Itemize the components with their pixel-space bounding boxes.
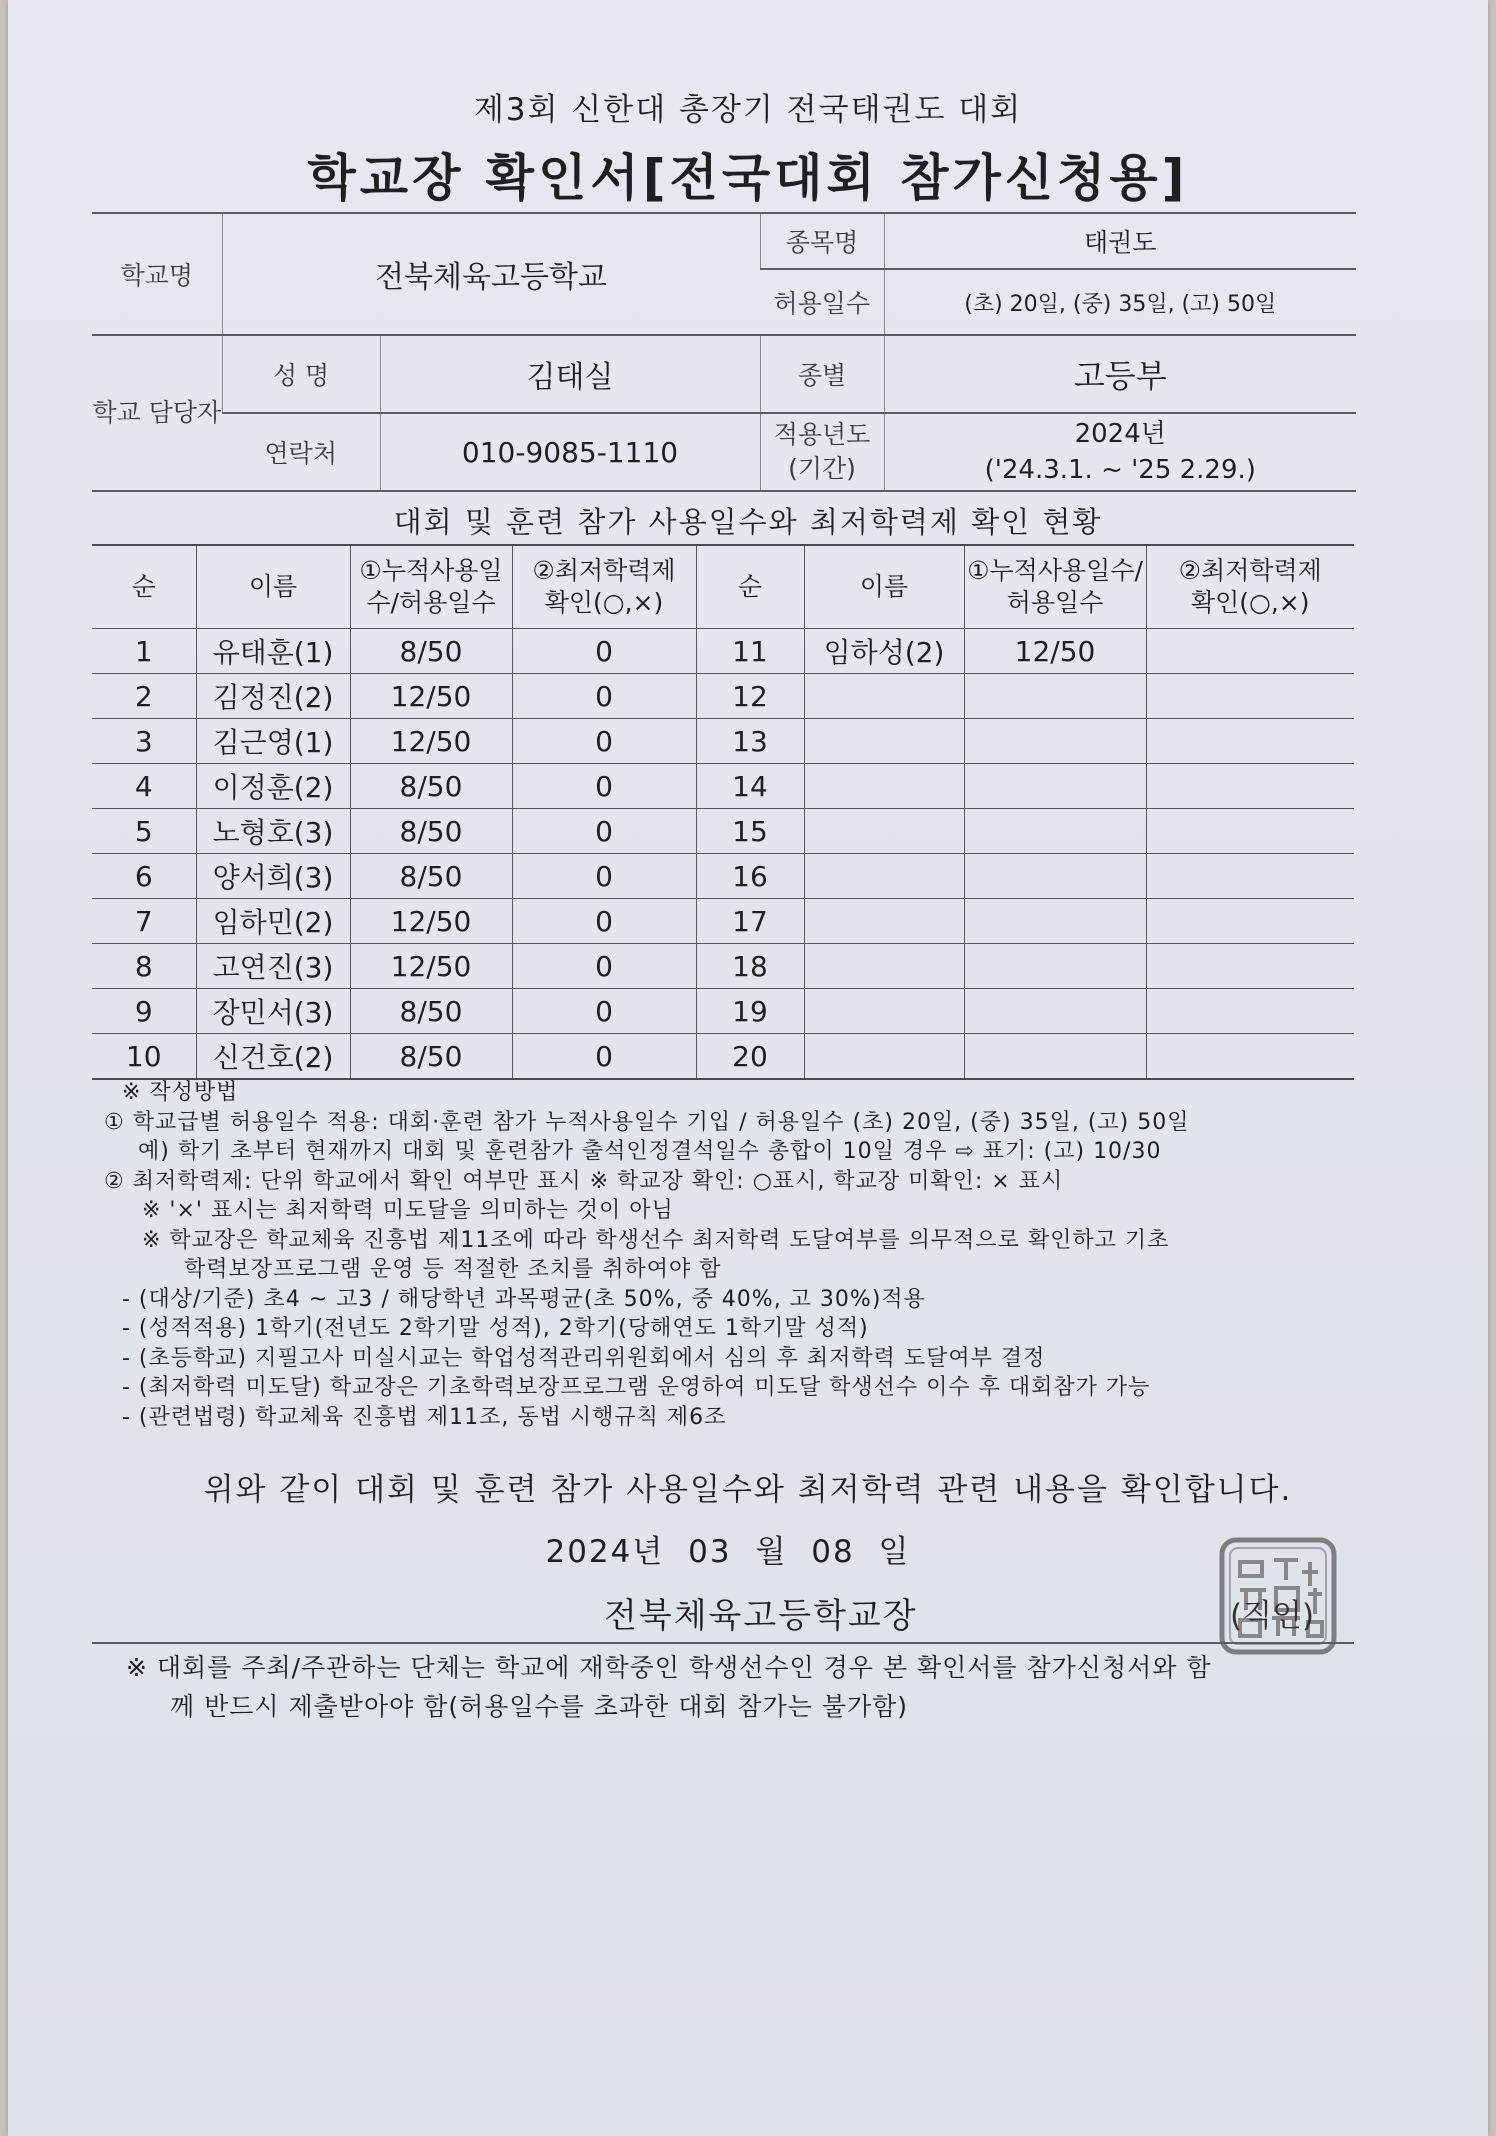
header-min-academic: ②최저학력제 확인(○,×) xyxy=(512,545,696,629)
header-no-right: 순 xyxy=(696,545,804,629)
table-row xyxy=(92,764,1354,809)
min-academic-check: 0 xyxy=(512,719,696,764)
division-value: 고등부 xyxy=(884,335,1356,413)
min-academic-check xyxy=(1146,899,1354,944)
days-used: 12/50 xyxy=(350,674,512,719)
note-line: - (관련법령) 학교체육 진흥법 제11조, 동법 시행규칙 제6조 xyxy=(122,1404,727,1430)
footnote-line: ※ 대회를 주최/주관하는 단체는 학교에 재학중인 학생선수인 경우 본 확인서를 참가신청서와 함 xyxy=(126,1653,1212,1682)
days-used xyxy=(964,989,1146,1034)
principal-title: 전북체육고등학교장 xyxy=(604,1596,918,1636)
note-line: ② 최저학력제: 단위 학교에서 확인 여부만 표시 ※ 학교장 확인: ○표시, 학교장 미확인: × 표시 xyxy=(104,1168,1064,1194)
athlete-name: 유태훈(1) xyxy=(196,629,350,674)
row-no: 13 xyxy=(696,719,804,764)
instructions-notes xyxy=(104,1078,1364,1432)
min-academic-check: 0 xyxy=(512,989,696,1034)
note-line: ① 학교급별 허용일수 적용: 대회·훈련 참가 누적사용일수 기입 / 허용일수 (초) 20일, (중) 35일, (고) 50일 xyxy=(104,1109,1190,1135)
seal-label: (직인) xyxy=(1230,1598,1315,1634)
min-academic-check: 0 xyxy=(512,764,696,809)
days-used xyxy=(964,674,1146,719)
days-used xyxy=(964,944,1146,989)
event-label: 종목명 xyxy=(760,213,884,269)
row-no: 1 xyxy=(92,629,196,674)
note-line: 예) 학기 초부터 현재까지 대회 및 훈련참가 출석인정결석일수 총합이 10일 경우 ⇨ 표기: (고) 10/30 xyxy=(138,1139,1162,1164)
athlete-name: 노형호(3) xyxy=(196,809,350,854)
athlete-name: 김정진(2) xyxy=(196,674,350,719)
athlete-name xyxy=(804,764,964,809)
issue-date: 2024년 03 월 08 일 xyxy=(545,1534,911,1570)
table-row xyxy=(92,854,1354,899)
days-used xyxy=(964,809,1146,854)
days-used: 8/50 xyxy=(350,764,512,809)
note-line: - (초등학교) 지필고사 미실시교는 학업성적관리위원회에서 심의 후 최저학력 도달여부 결정 xyxy=(122,1345,1046,1371)
days-used: 12/50 xyxy=(350,719,512,764)
athlete-roster-table xyxy=(92,544,1354,1080)
row-no: 3 xyxy=(92,719,196,764)
submission-footnote xyxy=(126,1648,1376,1726)
manager-name-value: 김태실 xyxy=(380,335,760,413)
athlete-name: 임하민(2) xyxy=(196,899,350,944)
note-line: - (성적적용) 1학기(전년도 2학기말 성적), 2학기(당해연도 1학기말 성적) xyxy=(122,1316,869,1341)
table-row xyxy=(92,719,1354,764)
year-value: 2024년 xyxy=(1074,419,1166,449)
days-used xyxy=(964,854,1146,899)
athlete-name: 임하성(2) xyxy=(804,629,964,674)
min-academic-check: 0 xyxy=(512,854,696,899)
athlete-name xyxy=(804,989,964,1034)
table-row xyxy=(92,989,1354,1034)
min-academic-check: 0 xyxy=(512,809,696,854)
note-line: ※ '×' 표시는 최저학력 미도달을 의미하는 것이 아님 xyxy=(142,1198,674,1223)
min-academic-check: 0 xyxy=(512,1034,696,1080)
min-academic-check xyxy=(1146,944,1354,989)
athlete-name xyxy=(804,1034,964,1080)
min-academic-check: 0 xyxy=(512,899,696,944)
table-row xyxy=(92,944,1354,989)
days-used xyxy=(964,719,1146,764)
contact-value: 010-9085-1110 xyxy=(380,413,760,491)
note-line: ※ 작성방법 xyxy=(122,1080,239,1105)
table-row xyxy=(92,809,1354,854)
table-row xyxy=(92,629,1354,674)
days-used: 8/50 xyxy=(350,989,512,1034)
days-used: 8/50 xyxy=(350,1034,512,1080)
athlete-name xyxy=(804,899,964,944)
athlete-name: 양서희(3) xyxy=(196,854,350,899)
days-used xyxy=(964,764,1146,809)
row-no: 19 xyxy=(696,989,804,1034)
school-name-label: 학교명 xyxy=(92,213,222,335)
min-academic-check: 0 xyxy=(512,629,696,674)
document-title: 학교장 확인서[전국대회 참가신청용] xyxy=(307,149,1189,207)
athlete-name: 이정훈(2) xyxy=(196,764,350,809)
min-academic-check xyxy=(1146,989,1354,1034)
row-no: 18 xyxy=(696,944,804,989)
row-no: 20 xyxy=(696,1034,804,1080)
table-row xyxy=(92,899,1354,944)
row-no: 4 xyxy=(92,764,196,809)
row-no: 14 xyxy=(696,764,804,809)
header-days-right: ①누적사용일수/ 허용일수 xyxy=(964,545,1146,629)
note-line: 학력보장프로그램 운영 등 적절한 조치를 취하여야 함 xyxy=(184,1257,722,1282)
days-used xyxy=(964,899,1146,944)
applicable-year-label: 적용년도 (기간) xyxy=(760,413,884,491)
note-line: ※ 학교장은 학교체육 진흥법 제11조에 따라 학생선수 최저학력 도달여부를 의무적으로 확인하고 기초 xyxy=(142,1227,1170,1253)
document-page xyxy=(8,0,1488,2136)
row-no: 6 xyxy=(92,854,196,899)
min-academic-check xyxy=(1146,674,1354,719)
header-min-academic-right: ②최저학력제 확인(○,×) xyxy=(1146,545,1354,629)
division-label: 종별 xyxy=(760,335,884,413)
min-academic-check xyxy=(1146,1034,1354,1080)
min-academic-check: 0 xyxy=(512,674,696,719)
event-value: 태권도 xyxy=(884,213,1356,269)
table-row xyxy=(92,1034,1354,1080)
min-academic-check xyxy=(1146,764,1354,809)
athlete-name: 김근영(1) xyxy=(196,719,350,764)
row-no: 9 xyxy=(92,989,196,1034)
athlete-name: 장민서(3) xyxy=(196,989,350,1034)
min-academic-check: 0 xyxy=(512,944,696,989)
athlete-name xyxy=(804,674,964,719)
header-no: 순 xyxy=(92,545,196,629)
school-info-table xyxy=(92,212,1356,492)
athlete-name xyxy=(804,809,964,854)
note-line: - (최저학력 미도달) 학교장은 기초학력보장프로그램 운영하여 미도달 학생선수 이수 후 대회참가 가능 xyxy=(122,1375,1151,1400)
header-name: 이름 xyxy=(196,545,350,629)
days-used: 12/50 xyxy=(350,944,512,989)
row-no: 16 xyxy=(696,854,804,899)
min-academic-check xyxy=(1146,629,1354,674)
footnote-line: 께 반드시 제출받아야 함(허용일수를 초과한 대회 참가는 불가함) xyxy=(170,1692,909,1721)
applicable-year-value xyxy=(884,413,1356,491)
section-title: 대회 및 훈련 참가 사용일수와 최저학력제 확인 현황 xyxy=(393,505,1103,539)
manager-name-label: 성 명 xyxy=(222,335,380,413)
header-name-right: 이름 xyxy=(804,545,964,629)
athlete-name: 신건호(2) xyxy=(196,1034,350,1080)
days-used: 8/50 xyxy=(350,809,512,854)
row-no: 10 xyxy=(92,1034,196,1080)
row-no: 7 xyxy=(92,899,196,944)
athlete-name xyxy=(804,944,964,989)
row-no: 12 xyxy=(696,674,804,719)
athlete-name: 고연진(3) xyxy=(196,944,350,989)
school-name-value: 전북체육고등학교 xyxy=(222,213,760,335)
confirmation-statement: 위와 같이 대회 및 훈련 참가 사용일수와 최저학력 관련 내용을 확인합니다. xyxy=(203,1472,1293,1508)
allowed-days-value: (초) 20일, (중) 35일, (고) 50일 xyxy=(884,269,1356,335)
allowed-days-label: 허용일수 xyxy=(760,269,884,335)
period-value: ('24.3.1. ~ '25 2.29.) xyxy=(984,455,1256,485)
divider xyxy=(92,1642,1354,1644)
days-used: 8/50 xyxy=(350,854,512,899)
min-academic-check xyxy=(1146,809,1354,854)
event-subtitle: 제3회 신한대 총장기 전국태권도 대회 xyxy=(473,92,1023,128)
days-used: 8/50 xyxy=(350,629,512,674)
roster-header-row xyxy=(92,545,1354,629)
header-days: ①누적사용일 수/허용일수 xyxy=(350,545,512,629)
days-used xyxy=(964,1034,1146,1080)
contact-label: 연락처 xyxy=(222,413,380,491)
row-no: 5 xyxy=(92,809,196,854)
note-line: - (대상/기준) 초4 ~ 고3 / 해당학년 과목평균(초 50%, 중 40%, 고 30%)적용 xyxy=(122,1286,926,1312)
min-academic-check xyxy=(1146,854,1354,899)
row-no: 11 xyxy=(696,629,804,674)
days-used: 12/50 xyxy=(350,899,512,944)
athlete-name xyxy=(804,854,964,899)
row-no: 8 xyxy=(92,944,196,989)
row-no: 15 xyxy=(696,809,804,854)
row-no: 2 xyxy=(92,674,196,719)
manager-label: 학교 담당자 xyxy=(92,335,222,491)
days-used: 12/50 xyxy=(964,629,1146,674)
athlete-name xyxy=(804,719,964,764)
min-academic-check xyxy=(1146,719,1354,764)
table-row xyxy=(92,674,1354,719)
row-no: 17 xyxy=(696,899,804,944)
